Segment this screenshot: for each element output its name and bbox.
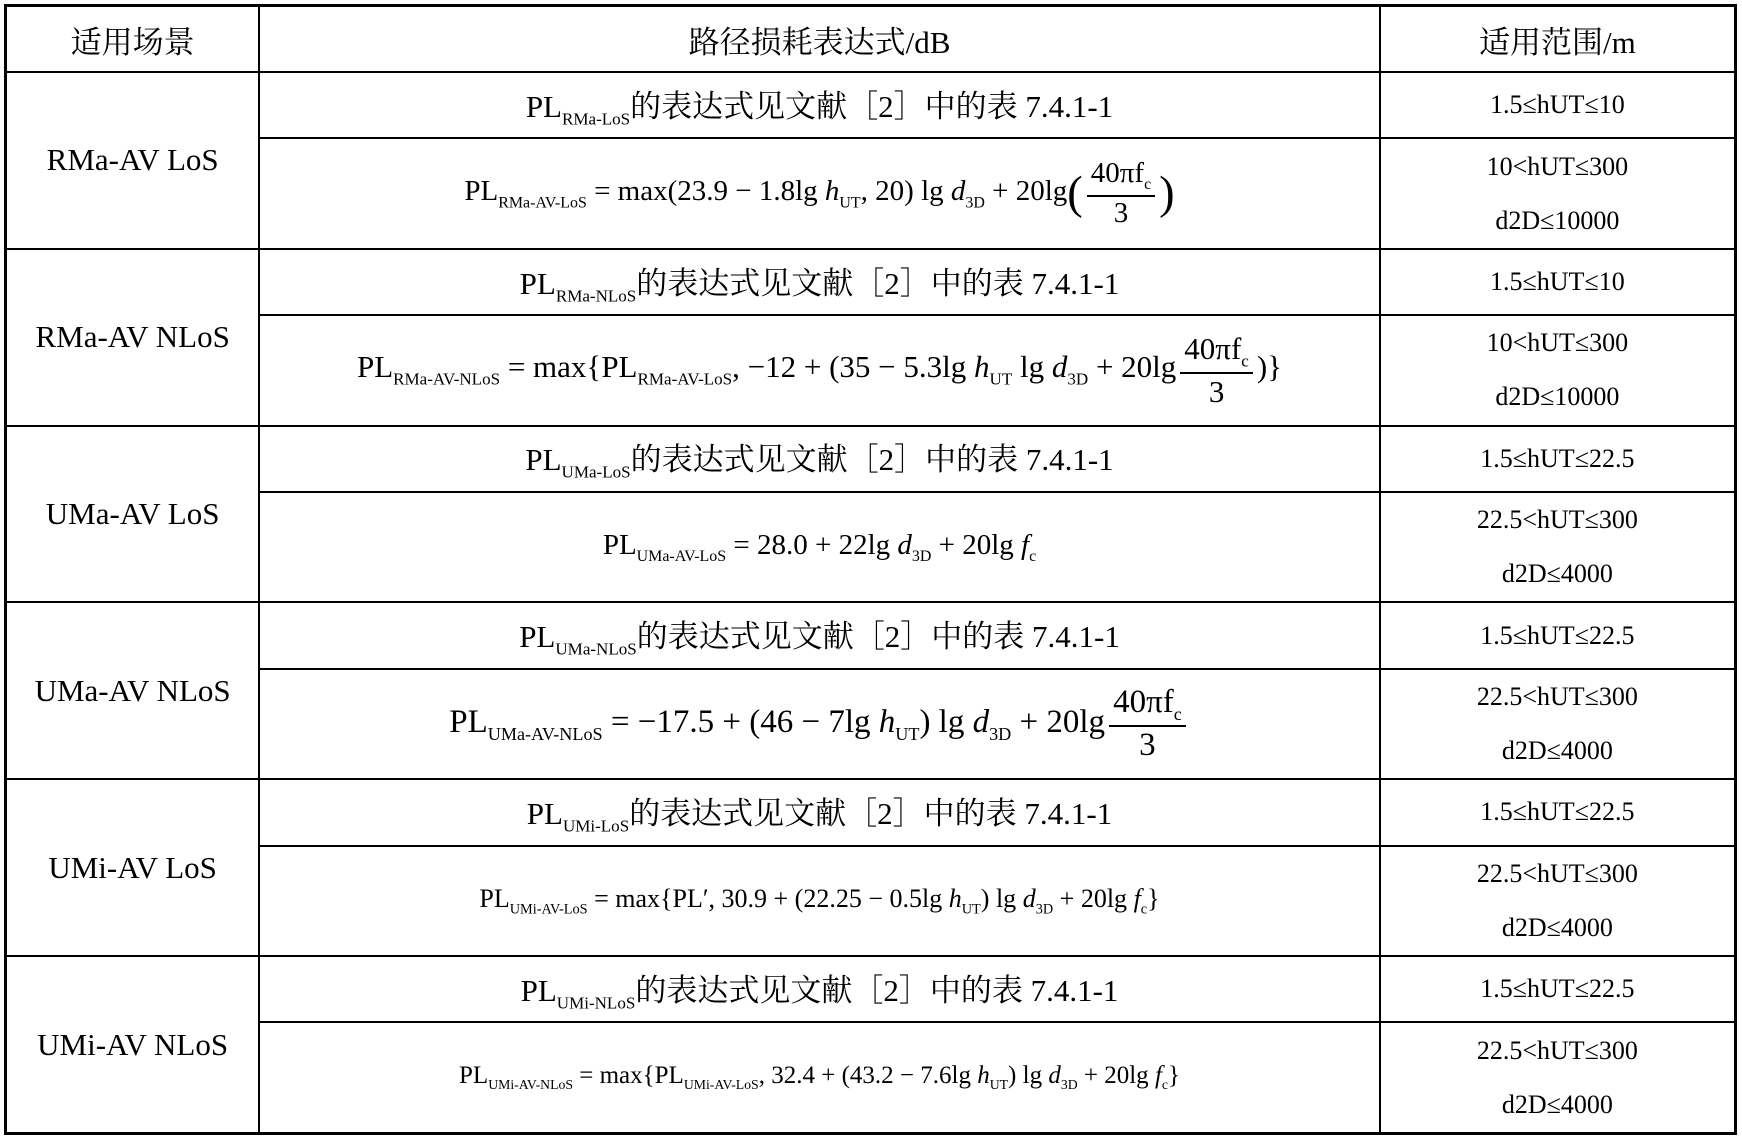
formula-var-sub: 3D [1067,370,1089,390]
formula-var: d [1051,349,1068,385]
pl-label: PL [519,265,556,301]
fraction-num-sub: c [1173,703,1182,724]
formula-part: lg [1019,349,1045,385]
reference-cell [259,956,1379,1022]
range-line: 10<hUT≤300 [1486,328,1629,358]
table-row [6,846,1736,957]
formula-part: , 32.4 + (43.2 − 7.6lg [758,1062,971,1090]
fraction-den: 3 [1139,726,1156,763]
range-line: d2D≤10000 [1495,382,1620,412]
formula-var: f [1154,1062,1162,1090]
reference-cell [259,249,1379,315]
formula-var: f [1133,883,1141,913]
range-line: 22.5<hUT≤300 [1476,858,1638,888]
table-row [6,72,1736,138]
reference-text: 的表达式见文献［2］中的表 7.4.1-1 [635,972,1119,1008]
formula-close: } [1147,883,1160,913]
pl-label: PL [520,972,557,1008]
reference-text: 的表达式见文献［2］中的表 7.4.1-1 [630,442,1114,478]
pl-subscript: RMa-NLoS [555,286,637,306]
formula-var-sub: 3D [989,723,1012,744]
formula-cell [259,1022,1379,1133]
header-range: 适用范围/m [1380,6,1736,73]
formula-var-sub: UT [989,370,1013,390]
formula-pl: PL [464,175,499,208]
formula-part: + 20lg [938,528,1014,561]
fraction-num: 40πf [1113,683,1174,720]
range-line: d2D≤4000 [1501,559,1613,589]
scenario-cell: RMa-AV LoS [6,72,260,249]
scenario-cell: UMi-AV LoS [6,779,260,956]
formula-var: d [950,175,966,208]
pl-subscript: RMa-LoS [562,109,631,129]
formula-subscript: UMa-AV-NLoS [487,723,603,744]
pl-subscript: UMa-LoS [561,463,631,483]
formula-var: d [1048,1062,1061,1090]
range-line: 22.5<hUT≤300 [1476,681,1638,711]
range-cell [1380,1022,1736,1133]
scenario-cell: UMa-AV NLoS [6,602,260,779]
fraction-num: 40πf [1184,331,1242,367]
formula-close: } [1168,1062,1180,1090]
formula-var-sub: UT [895,723,920,744]
reference-text: 的表达式见文献［2］中的表 7.4.1-1 [630,88,1114,124]
formula-cell [259,315,1379,426]
path-loss-table [4,4,1737,1135]
formula-var: d [897,528,912,561]
range-cell: 1.5≤hUT≤22.5 [1380,426,1736,492]
scenario-cell: RMa-AV NLoS [6,249,260,426]
formula-var-sub: c [1029,547,1037,565]
formula-pl: PL [479,883,510,913]
table-row [6,1022,1736,1133]
formula-var-sub: 3D [1060,1077,1078,1093]
formula-cell [259,846,1379,957]
scenario-cell: UMa-AV LoS [6,426,260,603]
formula-cell [259,138,1379,249]
pl-subscript: UMi-LoS [562,816,630,836]
paren-open: ( [1067,168,1083,220]
table-row [6,249,1736,315]
formula-pl: PL [459,1062,489,1090]
formula-part: + 20lg [1019,703,1106,740]
table-row [6,669,1736,780]
formula-var: d [1022,883,1036,913]
table-row [6,492,1736,603]
formula-var: h [878,703,896,740]
formula-subscript: UMi-AV-NLoS [488,1077,573,1093]
formula-var: h [824,175,840,208]
reference-text: 的表达式见文献［2］中的表 7.4.1-1 [636,265,1120,301]
formula-var: h [948,883,962,913]
reference-text: 的表达式见文献［2］中的表 7.4.1-1 [629,796,1113,832]
range-line: d2D≤4000 [1501,912,1613,942]
fraction [1087,157,1155,230]
range-cell: 1.5≤hUT≤22.5 [1380,602,1736,668]
formula-pl: PL [356,349,394,385]
formula-part: + 20lg [1083,1062,1149,1090]
reference-cell [259,779,1379,845]
formula-pl: PL [602,528,637,561]
pl-label: PL [525,88,562,124]
formula-part: + 20lg [992,175,1068,208]
formula-subscript: UMi-AV-LoS [683,1077,759,1093]
formula-part: + 20lg [1059,883,1128,913]
formula-part: = −17.5 + (46 − 7lg [610,703,871,740]
formula-part: = max(23.9 − 1.8lg [594,175,818,208]
formula-subscript: RMa-AV-LoS [637,370,733,390]
header-expression: 路径损耗表达式/dB [259,6,1379,73]
range-line: d2D≤4000 [1501,1089,1613,1119]
reference-cell [259,602,1379,668]
table-row [6,602,1736,668]
formula-var-sub: 3D [911,547,932,565]
reference-text: 的表达式见文献［2］中的表 7.4.1-1 [636,619,1120,655]
range-cell [1380,669,1736,780]
range-cell: 1.5≤hUT≤22.5 [1380,779,1736,845]
formula-part: = 28.0 + 22lg [733,528,891,561]
scenario-cell: UMi-AV NLoS [6,956,260,1133]
table-row [6,779,1736,845]
range-cell [1380,846,1736,957]
formula-var-sub: UT [961,901,981,918]
pl-label: PL [519,619,556,655]
table-row [6,315,1736,426]
range-line: d2D≤10000 [1495,205,1620,235]
range-cell [1380,492,1736,603]
formula-var-sub: UT [989,1077,1009,1093]
formula-pl: PL [449,703,488,740]
formula-part: = max{PL [507,349,638,385]
formula-part: ) lg [919,703,965,740]
formula-part: ) lg [1008,1062,1043,1090]
formula-var-sub: UT [839,194,861,212]
formula-part: = max{PL′, 30.9 + (22.25 − 0.5lg [594,883,943,913]
table-row [6,956,1736,1022]
pl-label: PL [526,796,563,832]
formula-part: = max{PL [579,1062,684,1090]
formula-var: f [1021,528,1030,561]
table-row [6,426,1736,492]
formula-var-sub: 3D [965,194,985,212]
range-cell: 1.5≤hUT≤10 [1380,249,1736,315]
range-line: 22.5<hUT≤300 [1476,1035,1638,1065]
reference-cell [259,426,1379,492]
range-cell [1380,138,1736,249]
range-line: 22.5<hUT≤300 [1476,505,1638,535]
formula-subscript: UMa-AV-LoS [636,547,727,565]
range-line: 10<hUT≤300 [1486,151,1629,181]
fraction [1109,684,1186,765]
formula-var: h [974,349,990,385]
formula-close: )} [1256,349,1283,385]
formula-var: d [972,703,990,740]
formula-cell [259,669,1379,780]
formula-cell [259,492,1379,603]
fraction-num-sub: c [1144,176,1152,194]
fraction [1180,331,1253,409]
range-cell [1380,315,1736,426]
formula-subscript: RMa-AV-NLoS [393,370,501,390]
reference-cell [259,72,1379,138]
fraction-num: 40πf [1090,157,1145,190]
formula-var-sub: c [1140,901,1148,918]
formula-part: , −12 + (35 − 5.3lg [732,349,967,385]
header-row [6,6,1736,73]
formula-part: , 20) lg [860,175,944,208]
formula-subscript: UMi-AV-LoS [509,901,588,918]
table-row [6,138,1736,249]
range-cell: 1.5≤hUT≤22.5 [1380,956,1736,1022]
formula-part: ) lg [980,883,1017,913]
pl-subscript: UMi-NLoS [556,993,636,1013]
range-line: d2D≤4000 [1501,735,1613,765]
fraction-num-sub: c [1241,352,1249,372]
header-scenario: 适用场景 [6,6,260,73]
pl-label: PL [525,442,562,478]
formula-subscript: RMa-AV-LoS [498,194,587,212]
range-cell: 1.5≤hUT≤10 [1380,72,1736,138]
fraction-den: 3 [1113,196,1129,229]
formula-part: + 20lg [1095,349,1177,385]
formula-var-sub: c [1161,1077,1168,1093]
fraction-den: 3 [1208,373,1225,409]
paren-close: ) [1159,168,1175,220]
pl-subscript: UMa-NLoS [555,639,637,659]
formula-var-sub: 3D [1035,901,1054,918]
formula-var: h [977,1062,990,1090]
